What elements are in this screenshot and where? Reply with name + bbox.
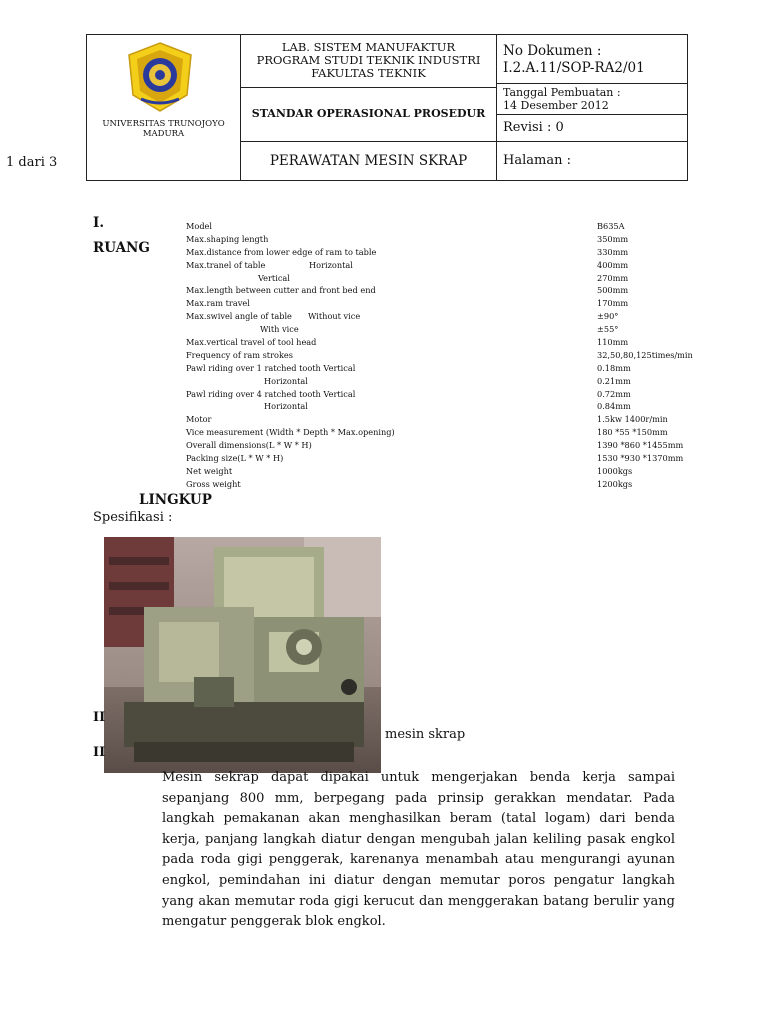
spec-label: Max.vertical travel of tool head [186,337,317,348]
page-label: Halaman : [503,153,571,168]
section-title-lingkup: LINGKUP [139,492,212,508]
spec-value: 170mm [597,298,629,309]
spec-row [186,259,726,272]
document-title: PERAWATAN MESIN SKRAP [269,153,468,169]
spec-sublabel: Horizontal [309,259,353,270]
spec-label: Max.swivel angle of table [186,311,292,322]
spec-value: 110mm [597,337,629,348]
spec-value: 500mm [597,285,629,296]
spec-label: Pawl riding over 1 ratched tooth Vertical [186,362,356,373]
spec-row [186,439,726,452]
spec-value: 350mm [597,233,629,244]
spec-row [186,413,726,426]
spec-value: 270mm [597,272,629,283]
document-number [503,43,645,77]
spec-row [186,336,726,349]
spec-label: Max.shaping length [186,233,269,244]
creation-date [503,86,621,112]
lab-name [240,41,497,80]
section-number-3: II [93,745,106,760]
spec-label: Model [186,221,213,231]
spec-label: Vice measurement (Width * Depth * Max.opening) [186,427,395,438]
document-header-table [86,34,688,181]
spec-row [186,388,726,401]
document-number-value: I.2.A.11/SOP-RA2/01 [503,60,645,76]
lab-line: PROGRAM STUDI TEKNIK INDUSTRI [256,53,481,67]
spec-value: B635A [597,221,625,231]
spec-row [186,220,726,233]
spec-label: Max.length between cutter and front bed end [186,285,376,296]
spec-value: 0.84mm [597,401,631,412]
lab-line: FAKULTAS TEKNIK [311,66,426,80]
spec-sublabel: Horizontal [264,401,308,412]
description-paragraph: Mesin sekrap dapat dipakai untuk mengerjakan benda kerja sampai sepanjang 800 mm, berpegang pada prinsip gerakkan mendatar. Pada langkah pemakanan akan menghasilkan beram (tatal logam) dari benda kerja, panjang langkah diatur dengan mengubah jalan keliling pasak engkol pada roda gigi penggerak, karenanya menambah atau mengurangi ayunan engkol, pemindahan ini diatur dengan memutar poros pengatur langkah yang akan memutar roda gigi kerucut dan menggerakan batang berulir yang mengatur penggerak blok engkol. [162,770,675,930]
spec-row [186,272,726,285]
spec-label: Overall dimensions(L * W * H) [186,440,312,451]
spec-value: 1530 *930 *1370mm [597,453,684,464]
spec-label: Max.tranel of table [186,259,266,270]
spec-label: Pawl riding over 4 ratched tooth Vertical [186,388,356,399]
tanggal-divider [496,114,687,115]
spec-value: 32,50,80,125times/min [597,349,693,360]
spec-row [186,452,726,465]
creation-date-value: 14 Desember 2012 [503,99,609,112]
spec-label: Motor [186,414,212,425]
spec-row [186,246,726,259]
spec-value: 400mm [597,259,629,270]
spec-value: ±55° [597,324,619,335]
section-title: RUANG [93,240,150,256]
spec-sublabel: With vice [260,324,299,335]
spec-row [186,400,726,413]
spec-row [186,297,726,310]
spec-value: 330mm [597,246,629,257]
spec-label: Max.ram travel [186,298,250,309]
page-count: 1 dari 3 [6,155,58,170]
spec-value: 0.72mm [597,388,631,399]
spec-row [186,323,726,336]
revision: Revisi : 0 [503,120,564,135]
spec-row [186,284,726,297]
creation-date-label: Tanggal Pembuatan : [503,86,621,99]
spec-heading: Spesifikasi : [93,510,173,525]
spec-row [186,349,726,362]
spec-table [186,220,726,491]
document-number-label: No Dokumen : [503,43,602,59]
spec-value: 1200kgs [597,478,633,489]
spec-sublabel: Horizontal [264,375,308,386]
lab-line: LAB. SISTEM MANUFAKTUR [281,40,456,54]
spec-value: 180 *55 *150mm [597,427,668,438]
nodok-divider [496,83,687,84]
spec-value: 1390 *860 *1455mm [597,440,684,451]
university-name: UNIVERSITAS TRUNOJOYO MADURA [102,119,225,139]
spec-row [186,362,726,375]
spec-row [186,233,726,246]
document-type: STANDAR OPERASIONAL PROSEDUR [251,107,486,120]
spec-label: Frequency of ram strokes [186,349,293,360]
spec-value: 0.21mm [597,375,631,386]
shaper-machine-photo [104,537,381,773]
spec-row [186,465,726,478]
spec-label: Net weight [186,465,233,476]
university-logo [125,41,195,113]
spec-row [186,310,726,323]
section-number: I. [93,215,105,231]
spec-row [186,375,726,388]
spec-label: Packing size(L * W * H) [186,453,284,464]
header-row-divider [240,141,687,142]
spec-row [186,478,726,491]
lab-divider [240,87,496,88]
spec-value: 1000kgs [597,465,633,476]
spec-label: Max.distance from lower edge of ram to table [186,246,377,257]
spec-value: ±90° [597,311,619,322]
section-number-2: II [93,710,106,725]
spec-sublabel: Without vice [308,311,361,322]
spec-label: Gross weight [186,478,241,489]
spec-value: 0.18mm [597,362,631,373]
spec-sublabel: Vertical [258,272,290,283]
spec-value: 1.5kw 1400r/min [597,414,668,425]
photo-caption: mesin skrap [385,727,466,742]
spec-row [186,426,726,439]
